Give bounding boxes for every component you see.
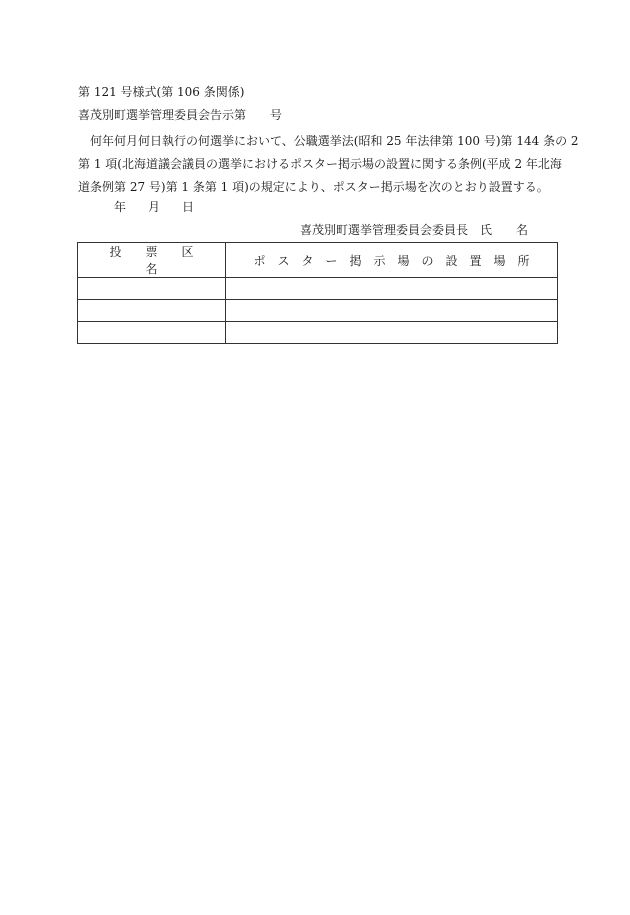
body-line: 第 1 項(北海道議会議員の選挙におけるポスター掲示場の設置に関する条例(平成 2 年北海 [78,157,562,171]
notice-number-line: 喜茂別町選挙管理委員会告示第 号 [78,108,283,122]
table-cell [226,300,558,322]
table-row [78,322,558,344]
header-poster-location: ポスター掲示場の設置場所 [226,243,558,278]
signature-text: 喜茂別町選挙管理委員会委員長 氏 名 [300,223,529,237]
header-voting-district: 投票区名 [78,243,226,278]
table-row [78,278,558,300]
table-cell [78,322,226,344]
table-cell [78,278,226,300]
poster-location-table [77,242,558,344]
notice-body [78,130,579,199]
signature-line [300,222,528,238]
date-month: 月 [148,200,161,214]
date-year: 年 [114,200,127,214]
table-cell [226,322,558,344]
body-line: 何年何月何日執行の何選挙において、公職選挙法(昭和 25 年法律第 100 号)第 144 条の 2 [78,134,579,148]
body-line: 道条例第 27 号)第 1 条第 1 項)の規定により、ポスター掲示場を次のとおり設置する。 [78,180,549,194]
date-day: 日 [182,200,195,214]
table-row [78,300,558,322]
table-cell [226,278,558,300]
table-cell [78,300,226,322]
form-number: 第 121 号様式(第 106 条関係) [78,85,245,99]
table-header-row [78,243,558,278]
